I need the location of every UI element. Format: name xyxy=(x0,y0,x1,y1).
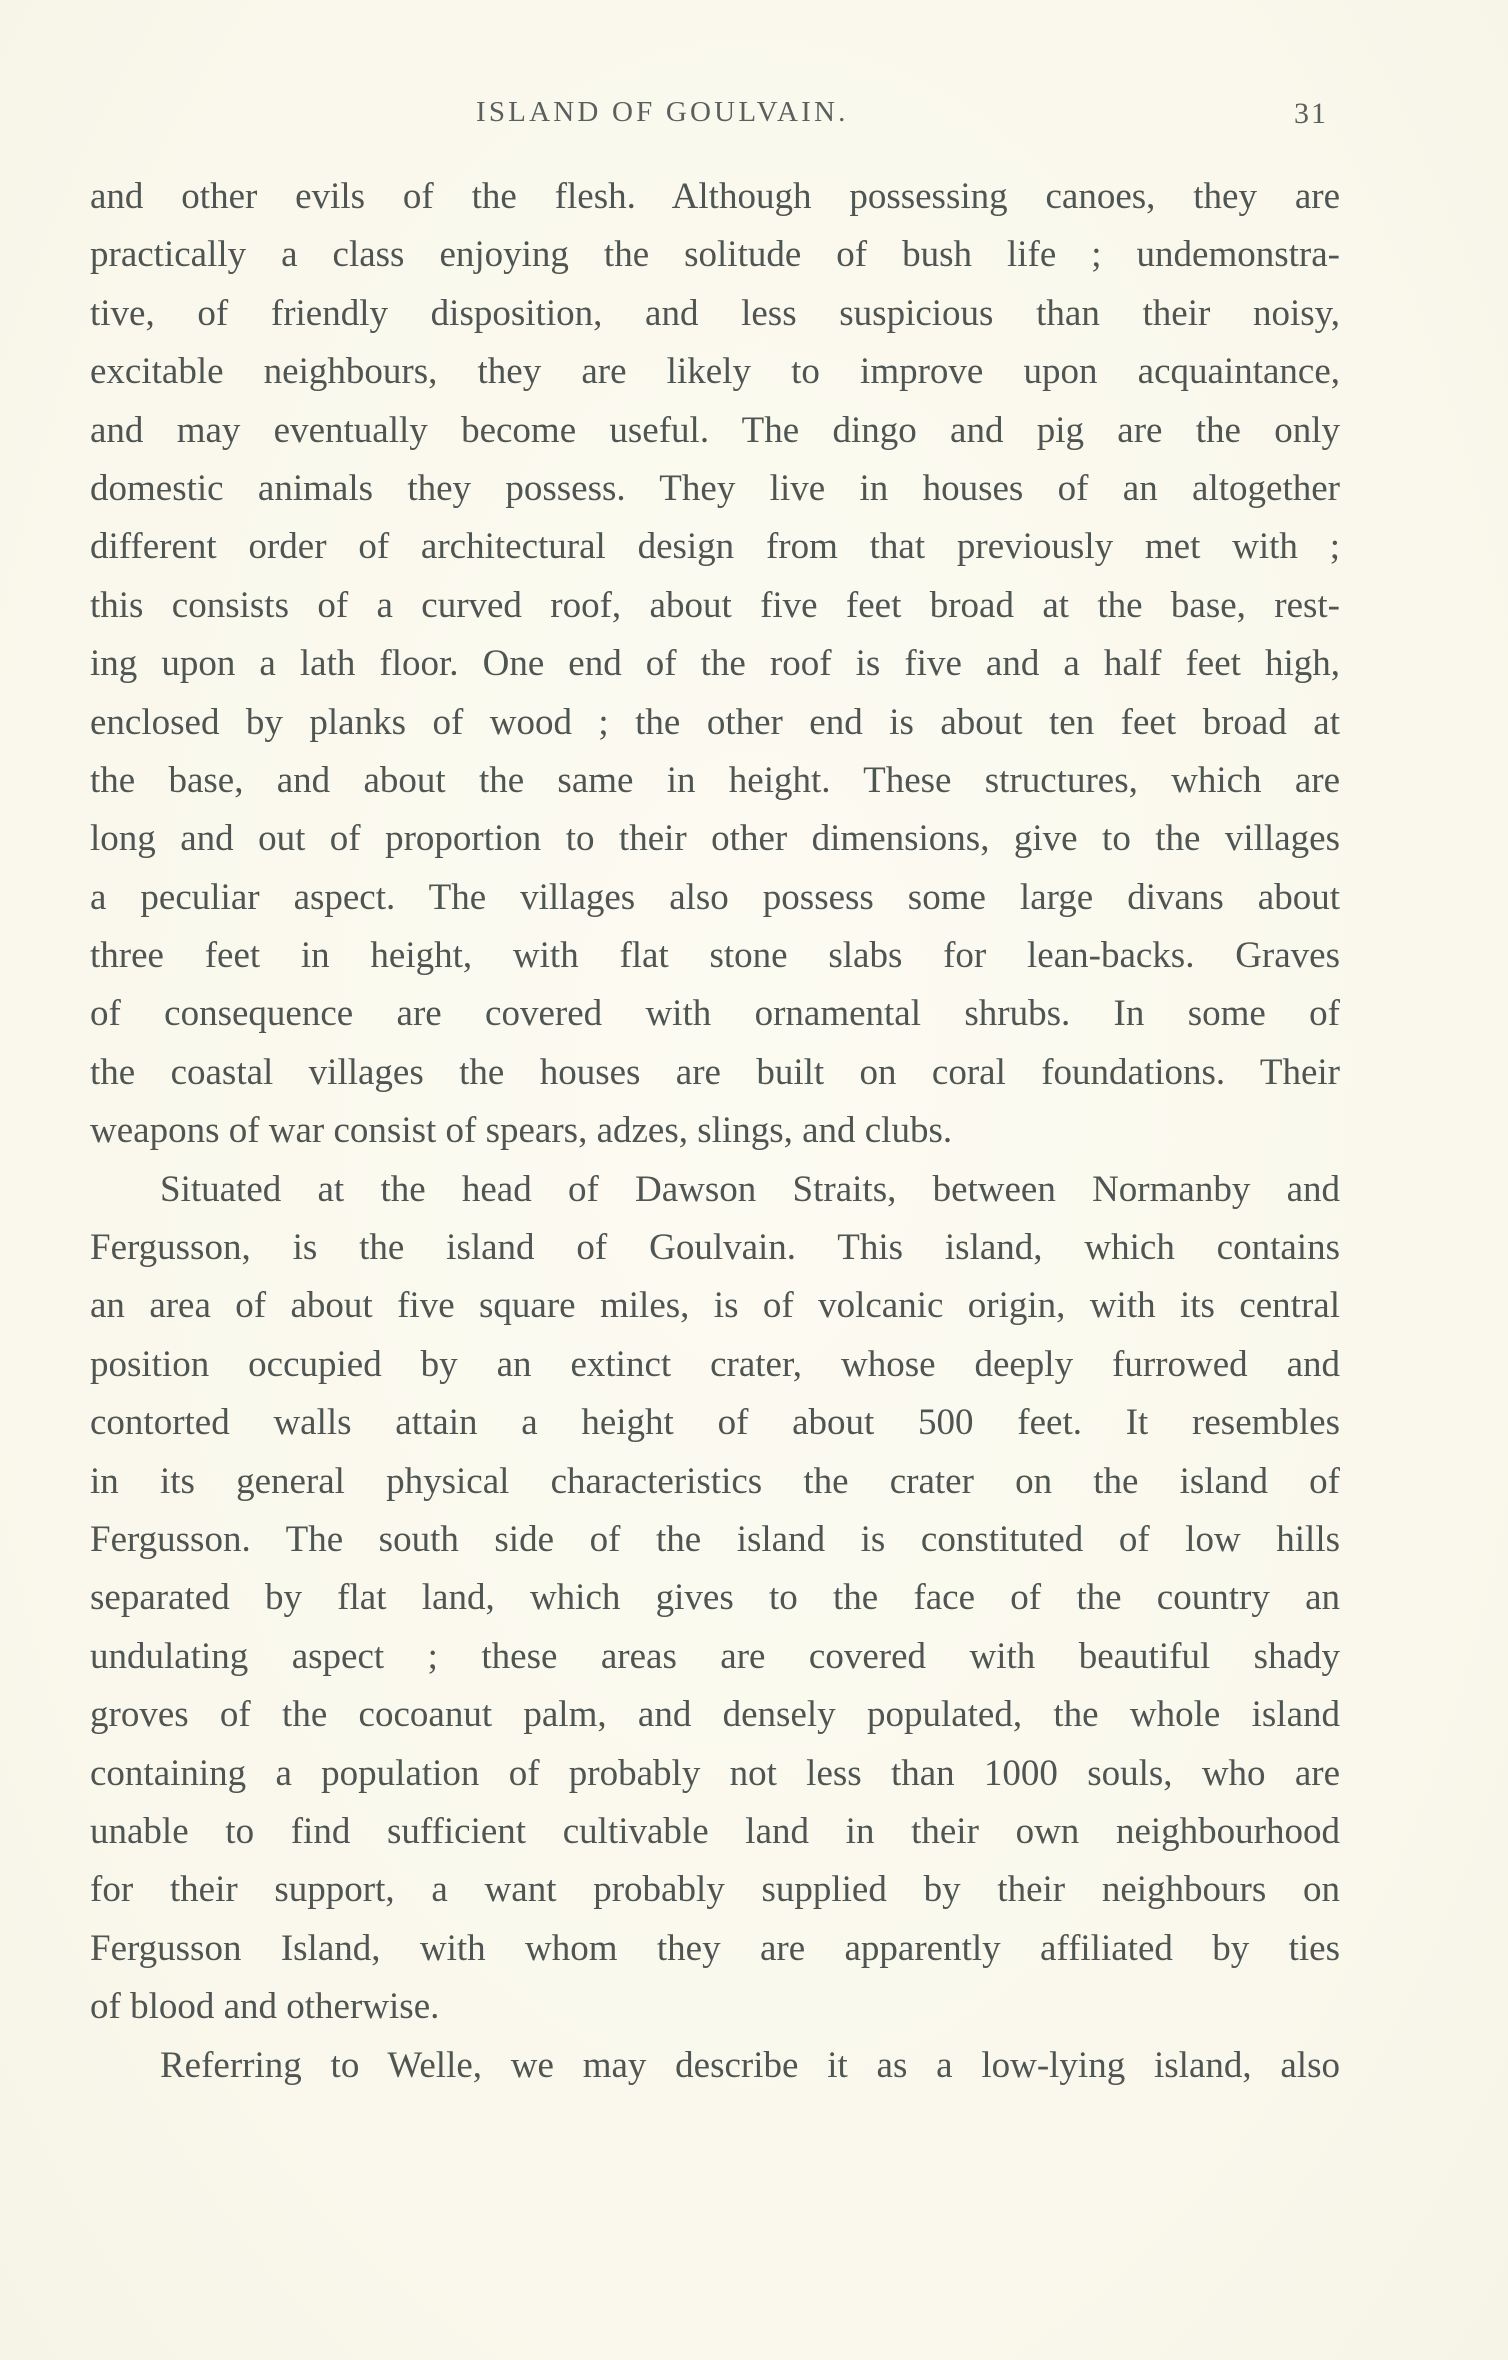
text-line: the coastal villages the houses are built on coral foundations. Their xyxy=(90,1051,1340,1093)
text-line: enclosed by planks of wood ; the other end is about ten feet broad at xyxy=(90,701,1340,743)
text-line: for their support, a want probably supplied by their neighbours on xyxy=(90,1869,1340,1911)
running-title: ISLAND OF GOULVAIN. xyxy=(476,96,849,128)
text-line: contorted walls attain a height of about 500 feet. It resembles xyxy=(90,1402,1340,1444)
text-line: of blood and otherwise. xyxy=(90,1986,440,2028)
paragraph xyxy=(90,1161,1340,2037)
text-line: Fergusson, is the island of Goulvain. This island, which contains xyxy=(90,1227,1340,1269)
paragraph xyxy=(90,168,1340,1161)
text-line: unable to find sufficient cultivable land in their own neighbourhood xyxy=(90,1810,1340,1852)
text-line: practically a class enjoying the solitude of bush life ; undemonstra- xyxy=(90,234,1340,276)
text-line: a peculiar aspect. The villages also possess some large divans about xyxy=(90,876,1340,918)
text-line: position occupied by an extinct crater, whose deeply furrowed and xyxy=(90,1343,1340,1385)
text-line: an area of about five square miles, is of volcanic origin, with its central xyxy=(90,1285,1340,1327)
text-line: different order of architectural design from that previously met with ; xyxy=(90,526,1340,568)
text-line: separated by flat land, which gives to the face of the country an xyxy=(90,1577,1340,1619)
text-line: of consequence are covered with ornamental shrubs. In some of xyxy=(90,993,1340,1035)
text-line: groves of the cocoanut palm, and densely populated, the whole island xyxy=(90,1694,1340,1736)
text-line: this consists of a curved roof, about five feet broad at the base, rest- xyxy=(90,584,1340,626)
running-header xyxy=(0,92,1508,132)
text-line: Situated at the head of Dawson Straits, between Normanby and xyxy=(160,1168,1340,1210)
text-line: tive, of friendly disposition, and less suspicious than their noisy, xyxy=(90,292,1340,334)
text-line: the base, and about the same in height. These structures, which are xyxy=(90,759,1340,801)
page-number: 31 xyxy=(1294,97,1328,130)
text-line: ing upon a lath floor. One end of the roof is five and a half feet high, xyxy=(90,643,1340,685)
text-line: three feet in height, with flat stone slabs for lean-backs. Graves xyxy=(90,935,1340,977)
text-line: weapons of war consist of spears, adzes, slings, and clubs. xyxy=(90,1110,953,1152)
text-line: in its general physical characteristics the crater on the island of xyxy=(90,1460,1340,1502)
paragraph xyxy=(90,2037,1340,2095)
text-line: undulating aspect ; these areas are covered with beautiful shady xyxy=(90,1635,1340,1677)
text-line: domestic animals they possess. They live in houses of an altogether xyxy=(90,467,1340,509)
text-line: containing a population of probably not less than 1000 souls, who are xyxy=(90,1752,1340,1794)
text-line: and other evils of the flesh. Although possessing canoes, they are xyxy=(90,176,1340,217)
body-text xyxy=(90,168,1340,2095)
text-line: Fergusson. The south side of the island is constituted of low hills xyxy=(90,1518,1340,1560)
text-line: excitable neighbours, they are likely to improve upon acquaintance, xyxy=(90,351,1340,393)
text-line: Referring to Welle, we may describe it as a low-lying island, also xyxy=(160,2044,1340,2086)
text-line: and may eventually become useful. The dingo and pig are the only xyxy=(90,409,1340,451)
text-line: long and out of proportion to their other dimensions, give to the villages xyxy=(90,818,1340,860)
text-line: Fergusson Island, with whom they are apparently affiliated by ties xyxy=(90,1927,1340,1969)
